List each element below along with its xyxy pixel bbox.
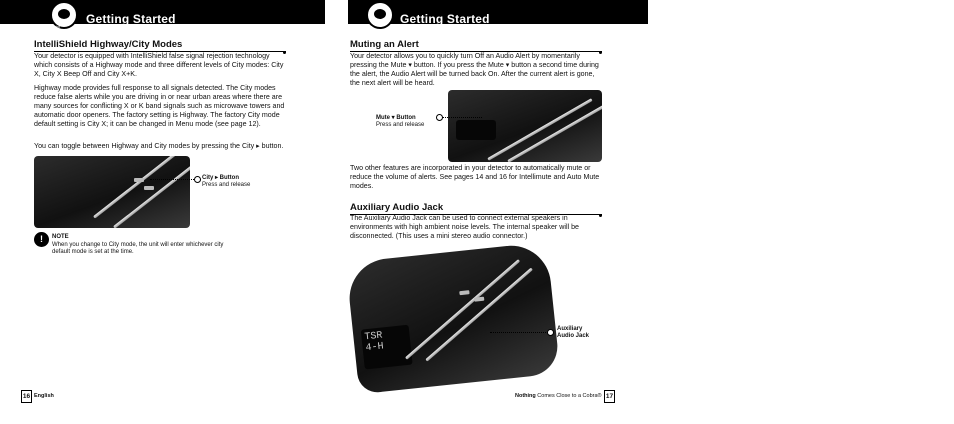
left-page (0, 0, 320, 424)
detector-image-top (34, 156, 190, 228)
aux-callout-line (490, 332, 548, 333)
p3-text: You can toggle between Highway and City modes by pressing the City ▸ button. (34, 142, 284, 150)
right-header-bar (348, 0, 648, 29)
note-text: When you change to City mode, the unit will enter whichever city default mode is set at the time. (52, 241, 224, 255)
mute-features-paragraph (350, 164, 610, 191)
aux-paragraph (350, 214, 605, 241)
left-footer-label: English (34, 393, 54, 399)
p1-text: Your detector is equipped with IntelliShield false signal rejection technology which consists of a Highway mode and three different levels of City modes: City X, City X Beep Off and City X+K. (34, 52, 284, 79)
intellishield-title-text: IntelliShield Highway/City Modes (34, 39, 183, 50)
muting-paragraph (350, 52, 605, 88)
detector-image-bottom: TSR 4-H (346, 242, 561, 394)
mute-callout-line (442, 117, 482, 118)
muting-text: Your detector allows you to quickly turn Off an Audio Alert by momentarily pressing the Mute ▾ button. If you press the Mute ▾ button a second time during the alert, the Audio Alert will be turned back On. After the current alert is gone, the next alert will be heard. (350, 52, 599, 88)
mute-button-sub: Press and release (376, 122, 425, 128)
note-icon: ! (34, 232, 49, 247)
aux-jack-callout (557, 326, 589, 340)
mute-button-label: Mute ▾ Button (376, 115, 416, 121)
mute-features-text: Two other features are incorporated in your detector to automatically mute or reduce the volume of alerts. See pages 14 and 16 for Intellimute and Auto Mute modes. (350, 164, 600, 191)
intellishield-paragraph-2 (34, 84, 286, 129)
intellishield-paragraph-1 (34, 52, 286, 79)
aux-jack-label-2: Audio Jack (557, 333, 590, 339)
right-header-small: Your Detector (348, 24, 373, 29)
mute-button-callout (376, 115, 424, 129)
city-callout-dot (194, 176, 201, 183)
note-block (52, 234, 232, 257)
muting-section-title (350, 39, 602, 52)
city-callout-line (150, 179, 196, 180)
footer-nothing: Nothing (515, 393, 536, 399)
intellishield-section-title (34, 39, 286, 52)
aux-title-text: Auxiliary Audio Jack (350, 202, 444, 213)
right-footer-tagline (515, 393, 602, 399)
left-header-bar (0, 0, 325, 29)
aux-text: The Auxiliary Audio Jack can be used to connect external speakers in environments with high ambient noise levels. The internal speaker will be disconnected. (This uses a mini stereo audio connector.) (350, 214, 579, 241)
right-page (320, 0, 650, 424)
p2-text: Highway mode provides full response to all signals detected. The City modes reduce false alerts while you are driving in or near urban areas where there are many sources for conflicting X or K band signals such as microwave towers and automatic door openers. The factory setting is Highway. The factory City mode default setting is City X; it can be changed in Menu mode (see page 12). (34, 84, 285, 129)
city-button-label: City ▸ Button (202, 175, 240, 181)
aux-callout-dot (547, 329, 554, 336)
footer-rest: Comes Close to a Cobra® (535, 393, 602, 399)
aux-jack-label-1: Auxiliary (557, 326, 583, 332)
note-title: NOTE (52, 234, 69, 240)
left-header-title: Getting Started (86, 12, 176, 26)
muting-title-text: Muting an Alert (350, 39, 419, 50)
right-header-title: Getting Started (400, 12, 490, 26)
intellishield-paragraph-3 (34, 142, 294, 151)
left-header-small: Your Detector (36, 24, 61, 29)
right-page-number: 17 (604, 390, 615, 403)
left-page-number: 16 (21, 390, 32, 403)
city-button-sub: Press and release (202, 182, 251, 188)
city-button-callout (202, 175, 250, 189)
detector-image-middle (448, 90, 602, 162)
